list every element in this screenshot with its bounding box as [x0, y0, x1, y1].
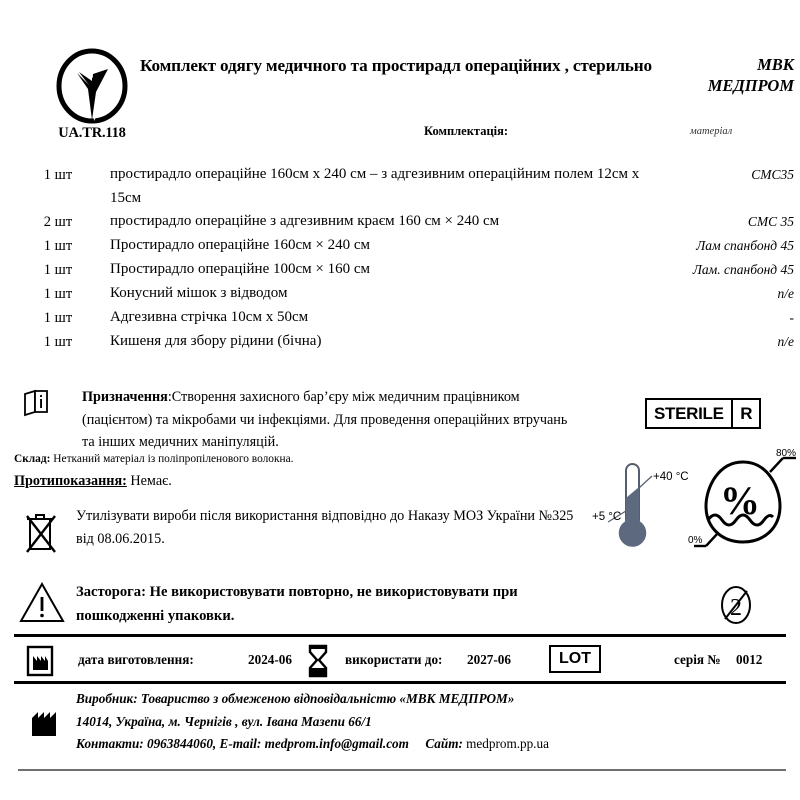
- humidity-percent-symbol: %: [720, 478, 760, 523]
- item-description: простирадло операційне з адгезивним краєм 160 см × 240 см: [110, 213, 500, 229]
- manufacturer-contacts-line: [76, 733, 776, 756]
- ukrainian-conformity-trident-icon: [42, 48, 142, 124]
- table-row: [0, 163, 800, 210]
- temperature-max-label: +40 °C: [653, 471, 689, 483]
- column-header-material: матеріал: [690, 126, 733, 137]
- humidity-min-label: 0%: [688, 535, 703, 546]
- series-label: серія №: [674, 652, 721, 667]
- dates-row: [0, 641, 800, 681]
- item-quantity: 2 шт: [43, 214, 73, 230]
- table-row: [0, 234, 800, 258]
- contraindications-value: Немає.: [126, 473, 172, 489]
- site-label: Сайт:: [425, 736, 463, 751]
- item-material: СМС 35: [747, 214, 794, 229]
- do-not-dispose-in-household-waste-icon: [22, 511, 62, 560]
- table-row: [0, 306, 800, 330]
- disposal-text: Утилізувати вироби після використання відповідно до Наказу МОЗ України №325 від 08.06.2015.: [76, 508, 574, 547]
- brand-logo: [644, 54, 794, 96]
- purpose-label: Призначення: [82, 389, 168, 405]
- contraindications-line: [14, 472, 172, 490]
- item-description: простирадло операційне 160см х 240 см – з адгезивним операційним полем 12см х 15см: [110, 166, 640, 206]
- brand-line-2: МЕДПРОМ: [707, 76, 794, 95]
- table-row: [0, 210, 800, 234]
- composition-label: Склад:: [14, 453, 51, 465]
- temperature-min-label: +5 °C: [592, 511, 622, 523]
- item-description: Простирадло операційне 160см × 240 см: [110, 237, 370, 253]
- sterile-label: STERILE: [654, 403, 724, 423]
- table-row: [0, 258, 800, 282]
- storage-conditions-icons: [592, 448, 800, 558]
- do-not-reuse-icon: [716, 582, 756, 633]
- site-url: medprom.pp.ua: [466, 736, 549, 751]
- contacts-text: Контакти: 0963844060, E-mail: medprom.info@gmail.com: [76, 736, 409, 751]
- column-header-set: Комплектація:: [424, 124, 509, 138]
- item-material: -: [789, 310, 794, 325]
- lot-badge: LOT: [549, 645, 601, 673]
- contraindications-label: Протипоказання:: [14, 473, 127, 489]
- certification-mark: [42, 48, 142, 142]
- series-value: 0012: [736, 652, 763, 667]
- divider-below-dates: [14, 681, 786, 684]
- page-title: Комплект одягу медичного та простирадл операційних , стерильно: [140, 56, 652, 75]
- brand-line-1: МВК: [757, 55, 794, 74]
- divider-above-dates: [14, 634, 786, 637]
- contents-table: [0, 163, 800, 354]
- item-quantity: 1 шт: [43, 310, 73, 326]
- humidity-max-label: 80%: [776, 448, 797, 459]
- item-description: Адгезивна стрічка 10см х 50см: [110, 309, 309, 325]
- item-quantity: 1 шт: [43, 167, 73, 183]
- item-quantity: 1 шт: [43, 334, 73, 350]
- manufacture-date-value: 2024-06: [248, 652, 292, 667]
- certification-code: UA.TR.118: [58, 125, 126, 141]
- purpose-body: :Створення захисного бар’єру між медичним працівником (пацієнтом) та мікробами чи інфекціями. Для проведення операційних втручань та інших медичних маніпуляцій.: [82, 389, 568, 450]
- item-quantity: 1 шт: [43, 238, 73, 254]
- item-description: Простирадло операційне 100см × 160 см: [110, 261, 370, 277]
- item-description: Конусний мішок з відводом: [110, 285, 288, 301]
- composition-value: Нетканий матеріал із поліпропіленового волокна.: [50, 453, 294, 465]
- item-quantity: 1 шт: [43, 262, 73, 278]
- purpose-text: [82, 386, 582, 454]
- table-row: [0, 282, 800, 306]
- item-material: Лам спанбонд 45: [696, 238, 794, 253]
- caution-text: Засторога: Не використовувати повторно, не використовувати при пошкодженні упаковки.: [76, 584, 518, 624]
- expiry-date-value: 2027-06: [467, 652, 511, 667]
- manufacture-date-label: дата виготовлення:: [78, 652, 194, 667]
- sterile-badge: [645, 398, 761, 429]
- no-reuse-digit: 2: [730, 595, 742, 621]
- item-material: n/e: [777, 286, 794, 301]
- expiry-date-label: використати до:: [345, 652, 443, 667]
- item-material: Лам. спанбонд 45: [692, 262, 794, 277]
- composition-line: [14, 452, 294, 466]
- table-row: [0, 330, 800, 354]
- item-material: СМС35: [751, 167, 794, 182]
- warning-triangle-icon: [18, 580, 66, 629]
- bottom-border-rule: [18, 769, 786, 771]
- item-description: Кишеня для збору рідини (бічна): [110, 333, 322, 349]
- consult-instructions-icon: [22, 388, 52, 423]
- manufacturer-address-line: 14014, Україна, м. Чернігів , вул. Івана Мазепи 66/1: [76, 713, 372, 729]
- manufacturer-factory-icon: [28, 704, 64, 743]
- manufacturer-details: [76, 688, 776, 756]
- item-material: n/e: [777, 334, 794, 349]
- manufacturer-name-line: Виробник: Товариство з обмеженою відповідальністю «МВК МЕДПРОМ»: [76, 691, 515, 706]
- item-quantity: 1 шт: [43, 286, 73, 302]
- sterile-method-code: R: [740, 403, 753, 423]
